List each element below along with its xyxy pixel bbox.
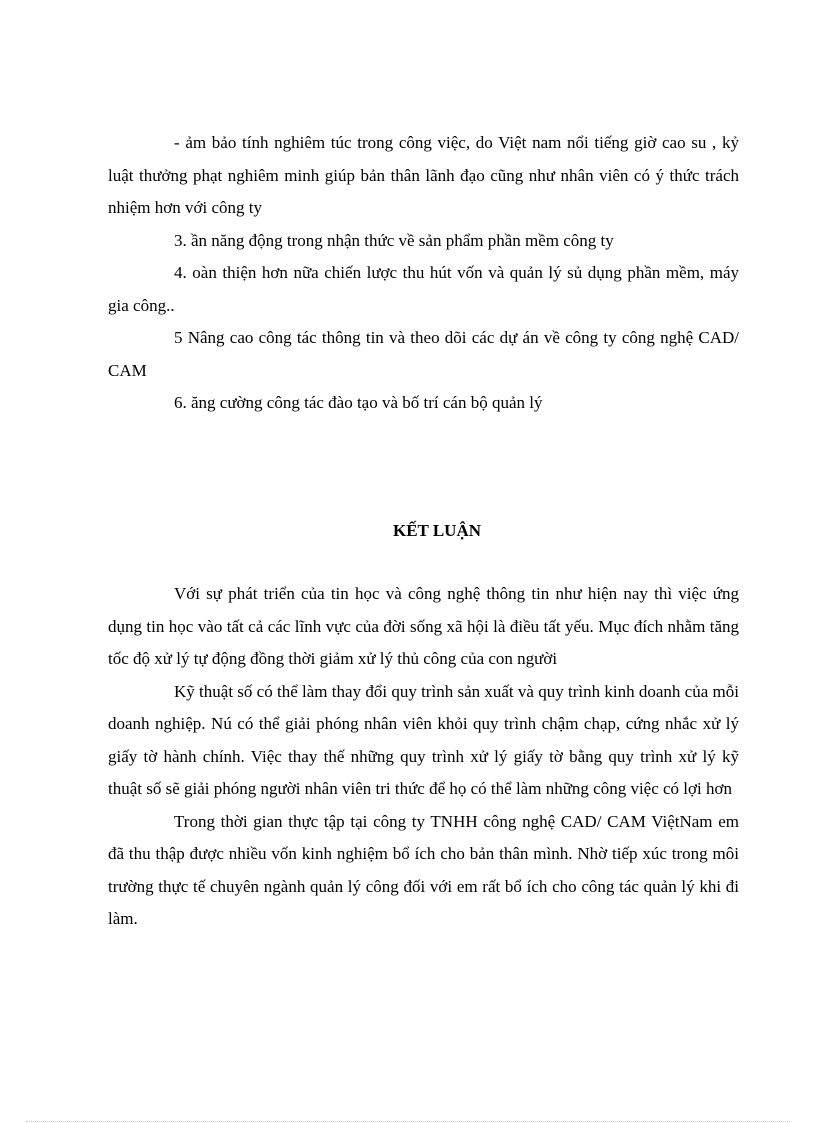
recommendation-paragraph: - ảm bảo tính nghiêm túc trong công việc, do Việt nam nổi tiếng giờ cao su , kỷ luật thưởng phạt nghiêm minh giúp bản thân lãnh đạo cũng như nhân viên có ý thức trách nhiệm hơn với công ty bbox=[108, 133, 739, 217]
conclusion-section bbox=[108, 578, 739, 936]
conclusion-heading: KẾT LUẬN bbox=[392, 521, 481, 540]
recommendation-paragraph: 5 Nâng cao công tác thông tin và theo dõi các dự án về công ty công nghệ CAD/ CAM bbox=[108, 328, 739, 380]
recommendation-paragraph: 6. ăng cường công tác đào tạo và bố trí cán bộ quản lý bbox=[174, 393, 543, 412]
conclusion-paragraph: Trong thời gian thực tập tại công ty TNHH công nghệ CAD/ CAM ViệtNam em đã thu thập được nhiều vốn kinh nghiệm bổ ích cho bản thân mình. Nhờ tiếp xúc trong môi trường thực tế chuyên ngành quản lý công đối với em rất bổ ích cho công tác quản lý khi đi làm. bbox=[108, 811, 739, 928]
recommendation-paragraph: 3. ần năng động trong nhận thức về sản phẩm phần mềm công ty bbox=[174, 230, 614, 250]
recommendations-section bbox=[108, 127, 739, 420]
page-bottom-divider bbox=[26, 1121, 790, 1122]
recommendation-paragraph: 4. oàn thiện hơn nữa chiến lược thu hút vốn và quản lý sủ dụng phần mềm, máy gia công.. bbox=[108, 263, 739, 315]
conclusion-paragraph: Với sự phát triển của tin học và công nghệ thông tin như hiện nay thì việc ứng dụng tin học vào tất cả các lĩnh vực của đời sống xã hội là điều tất yếu. Mục đích nhằm tăng tốc độ xử lý tự động đồng thời giảm xử lý thủ công của con người bbox=[108, 584, 739, 668]
conclusion-paragraph: Kỹ thuật số có thể làm thay đổi quy trình sản xuất và quy trình kinh doanh của mỗi doanh nghiệp. Nú có thể giải phóng nhân viên khỏi quy trình chậm chạp, cứng nhắc xử lý giấy tờ hành chính. Việc thay thế những quy trình xử lý giấy tờ bằng quy trình xử lý kỹ thuật số sẽ giải phóng người nhân viên tri thức để họ có thể làm những công việc có lợi hơn bbox=[108, 681, 739, 798]
